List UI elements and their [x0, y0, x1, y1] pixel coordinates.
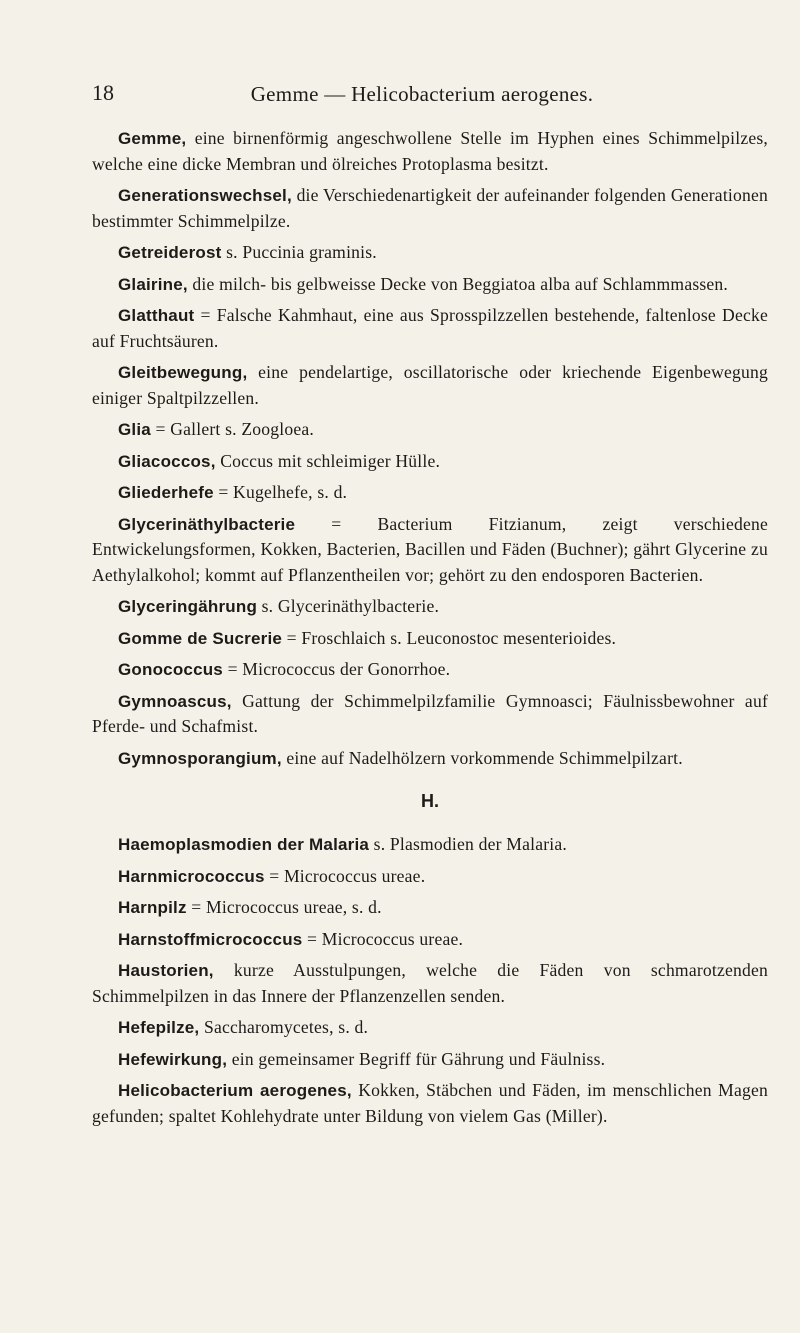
- entry-term: Harnpilz: [118, 898, 187, 917]
- dictionary-entry: [92, 183, 768, 234]
- dictionary-entry: [92, 594, 768, 620]
- entry-definition: Kokken, Stäbchen und Fäden, im menschlichen Magen gefunden; spaltet Kohlehydrate unter Bildung von vielem Gas (Miller).: [92, 1080, 769, 1126]
- running-head: Gemme — Helicobacterium aerogenes.: [250, 82, 594, 106]
- entry-term: Hefewirkung,: [118, 1049, 228, 1069]
- entry-definition: Gattung der Schimmelpilzfamilie Gymnoasci; Fäulnissbewohner auf Pferde- und Schafmist.: [92, 690, 768, 736]
- entry-term: Gemme,: [118, 129, 187, 148]
- dictionary-entry: [92, 1078, 768, 1129]
- entry-term: Gliacoccos,: [118, 451, 216, 471]
- entry-definition: Coccus mit schleimiger Hülle.: [215, 450, 441, 471]
- entry-term: Gonococcus: [118, 660, 223, 679]
- entry-term: Gleitbewegung,: [118, 363, 248, 382]
- entry-term: Glairine,: [118, 274, 188, 294]
- entry-term: Glia: [118, 420, 151, 439]
- entry-term: Glatthaut: [118, 306, 195, 325]
- dictionary-entry: [92, 126, 768, 177]
- entry-term: Glyceringährung: [118, 597, 258, 616]
- page-number: 18: [92, 80, 114, 105]
- entry-term: Harnmicrococcus: [118, 866, 265, 886]
- entry-definition: s. Plasmodien der Malaria.: [369, 834, 567, 854]
- entry-definition: eine pendelartige, oscillatorische oder kriechende Eigenbewegung einiger Spaltpilzzellen.: [92, 362, 768, 408]
- entry-definition: Saccharomycetes, s. d.: [199, 1017, 369, 1037]
- entry-term: Harnstoffmicrococcus: [118, 929, 303, 949]
- dictionary-entry: [92, 746, 768, 772]
- page-header: [92, 80, 752, 110]
- entry-term: Glycerinäthylbacterie: [118, 514, 296, 534]
- dictionary-entry: [92, 958, 768, 1009]
- dictionary-entry: [92, 864, 768, 890]
- dictionary-entry: [92, 240, 768, 266]
- dictionary-entry: [92, 895, 768, 921]
- entry-definition: = Micrococcus ureae, s. d.: [186, 897, 382, 917]
- dictionary-entry: [92, 480, 768, 506]
- dictionary-entry: [92, 1015, 768, 1041]
- entry-term: Generationswechsel,: [118, 186, 292, 205]
- entry-definition: die milch- bis gelbweisse Decke von Beggiatoa alba auf Schlammmassen.: [187, 273, 729, 294]
- dictionary-entry: [92, 512, 768, 589]
- dictionary-entry: [92, 272, 768, 298]
- entry-term: Gymnosporangium,: [118, 748, 282, 768]
- entry-definition: kurze Ausstulpungen, welche die Fäden von schmarotzenden Schimmelpilzen in das Innere der Pflanzenzellen senden.: [92, 960, 768, 1006]
- entry-term: Hefepilze,: [118, 1018, 200, 1037]
- entry-definition: = Falsche Kahmhaut, eine aus Sprosspilzzellen bestehende, faltenlose Decke auf Fruchtsäuren.: [92, 305, 768, 351]
- page-body: [92, 126, 768, 1135]
- entry-term: Haustorien,: [118, 961, 214, 980]
- entry-definition: = Gallert s. Zoogloea.: [150, 419, 314, 439]
- entry-definition: die Verschiedenartigkeit der aufeinander folgenden Generationen bestimmter Schimmelpilze.: [92, 185, 768, 231]
- dictionary-entry: [92, 689, 768, 740]
- entry-term: Helicobacterium aerogenes,: [118, 1081, 352, 1100]
- dictionary-entry: [92, 449, 768, 475]
- entry-definition: = Bacterium Fitzianum, zeigt verschiedene Entwickelungsformen, Kokken, Bacterien, Bacillen und Fäden (Buchner); gährt Glycerine zu Aethylalkohol; kommt auf Pflanzentheilen vor; gehört zu den endosporen Bacterien.: [92, 513, 768, 585]
- entry-term: Gymnoascus,: [118, 691, 232, 711]
- entry-definition: = Kugelhefe, s. d.: [213, 482, 348, 502]
- dictionary-entry: [92, 417, 768, 443]
- entry-definition: = Micrococcus ureae.: [264, 865, 426, 886]
- entry-definition: = Micrococcus der Gonorrhoe.: [222, 659, 451, 679]
- dictionary-entry: [92, 832, 768, 858]
- entry-definition: eine birnenförmig angeschwollene Stelle im Hyphen eines Schimmelpilzes, welche eine dicke Membran und ölreiches Protoplasma besitzt.: [92, 128, 768, 174]
- dictionary-entry: [92, 626, 768, 652]
- section-heading-h: H.: [421, 791, 439, 811]
- entry-term: Getreiderost: [118, 243, 222, 262]
- dictionary-entry: [92, 360, 768, 411]
- dictionary-entry: [92, 657, 768, 683]
- entries-g: [92, 126, 768, 771]
- entry-definition: s. Puccinia graminis.: [221, 242, 377, 262]
- dictionary-entry: [92, 303, 768, 354]
- entry-term: Gliederhefe: [118, 483, 214, 502]
- entry-term: Haemoplasmodien der Malaria: [118, 835, 370, 854]
- entry-definition: ein gemeinsamer Begriff für Gährung und Fäulniss.: [227, 1048, 606, 1069]
- dictionary-entry: [92, 1047, 768, 1073]
- entry-definition: = Micrococcus ureae.: [302, 928, 464, 949]
- entries-h: [92, 832, 768, 1129]
- entry-definition: = Froschlaich s. Leuconostoc mesenterioides.: [282, 627, 617, 648]
- dictionary-entry: [92, 927, 768, 953]
- entry-definition: s. Glycerinäthylbacterie.: [257, 596, 440, 616]
- entry-definition: eine auf Nadelhölzern vorkommende Schimmelpilzart.: [281, 747, 683, 768]
- entry-term: Gomme de Sucrerie: [118, 628, 283, 648]
